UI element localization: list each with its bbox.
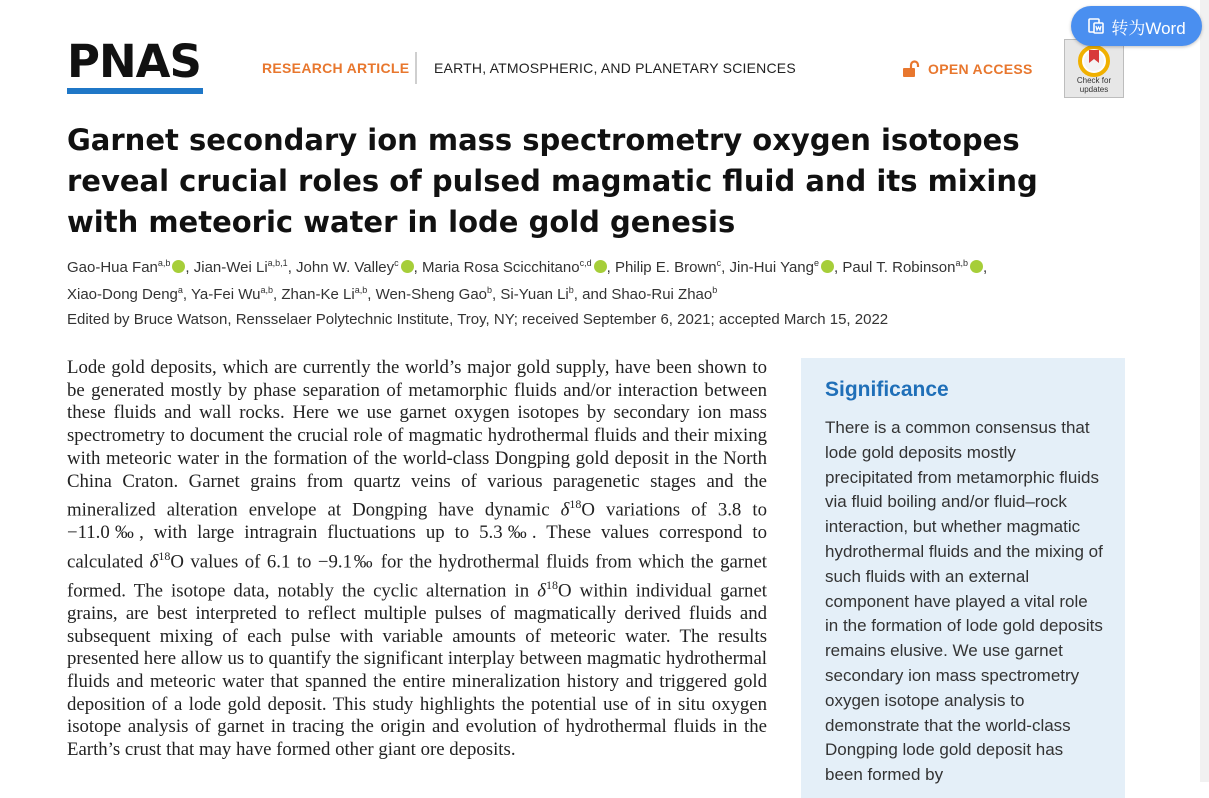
- author-name[interactable]: [191, 286, 273, 303]
- author-name[interactable]: [67, 286, 183, 303]
- author-name-text: Si-Yuan Li: [500, 286, 569, 303]
- orcid-icon[interactable]: [594, 260, 607, 273]
- orcid-icon[interactable]: [821, 260, 834, 273]
- author-name-text: Jian-Wei Li: [193, 259, 268, 276]
- pnas-logo[interactable]: [67, 35, 203, 94]
- author-affiliation: a,b: [157, 258, 171, 268]
- check-for-updates-button[interactable]: [1064, 39, 1124, 98]
- author-name-text: John W. Valley: [296, 259, 395, 276]
- author-name[interactable]: [376, 286, 492, 303]
- author-affiliation: e: [814, 258, 820, 268]
- author-affiliation: a,b: [955, 258, 969, 268]
- convert-button-label: 转为Word: [1111, 18, 1186, 38]
- crossmark-icon: [1077, 44, 1111, 78]
- author-affiliation: a,b: [354, 285, 368, 295]
- author-name-text: Gao-Hua Fan: [67, 259, 158, 276]
- author-affiliation: c,d: [579, 258, 592, 268]
- header-divider: [415, 52, 417, 84]
- author-name-text: Wen-Sheng Gao: [375, 286, 488, 303]
- author-name[interactable]: [67, 259, 185, 276]
- author-affiliation: b: [568, 285, 574, 295]
- author-affiliation: b: [487, 285, 493, 295]
- author-name-text: Maria Rosa Scicchitano: [422, 259, 580, 276]
- significance-box: [801, 358, 1125, 798]
- author-name-text: Jin-Hui Yang: [729, 259, 814, 276]
- check-updates-label: Check for updates: [1076, 76, 1112, 94]
- author-affiliation: a,b,1: [267, 258, 288, 268]
- author-name[interactable]: [730, 259, 835, 276]
- author-affiliation: c: [716, 258, 722, 268]
- author-name[interactable]: [422, 259, 607, 276]
- author-name-text: Paul T. Robinson: [842, 259, 956, 276]
- orcid-icon[interactable]: [970, 260, 983, 273]
- author-name[interactable]: [842, 259, 983, 276]
- orcid-icon[interactable]: [401, 260, 414, 273]
- author-list: Gao-Hua Fan$^{a,b}$ , Jian-Wei Li$^{a,b,1}$, John W. Valley$^c$ , Maria Rosa Scicchitano$^{c,d}$ , Philip E. Brown$^c$, Jin-Hui Yang$^e$ , Paul T. Robinson$^{a,b}$ , Xiao-Dong Deng$^a$, Ya-Fei Wu$^{a,b}$, Zhan-Ke Li$^{a,b}$, Wen-Sheng Gao$^b$, Si-Yuan Li$^b$, and Shao-Rui Zhao$^b$: [67, 258, 988, 303]
- subject-category-link[interactable]: EARTH, ATMOSPHERIC, AND PLANETARY SCIENCES: [434, 60, 796, 76]
- author-name-text: Ya-Fei Wu: [191, 286, 261, 303]
- author-name-text: Shao-Rui Zhao: [611, 286, 713, 303]
- article-type-link[interactable]: RESEARCH ARTICLE: [262, 60, 410, 76]
- logo-text: PNAS: [67, 35, 201, 88]
- author-name[interactable]: [296, 259, 414, 276]
- significance-heading: Significance: [825, 378, 949, 401]
- document-convert-icon: [1087, 17, 1105, 35]
- author-affiliation: c: [394, 258, 399, 268]
- open-lock-icon: [902, 60, 920, 78]
- author-name[interactable]: [194, 259, 288, 276]
- significance-text: There is a common consensus that lode gold deposits mostly precipitated from metamorphic fluids via fluid boiling and/or fluid–rock interaction, but whether magmatic hydrothermal fluids and the mixing of such fluids with an external component have played a vital role in the formation of lode gold deposits remains elusive. We use garnet secondary ion mass spectrometry oxygen isotope analysis to demonstrate that the world-class Dongping lode gold deposit has been formed by: [825, 418, 1103, 785]
- editor-received-line: Edited by Bruce Watson, Rensselaer Polytechnic Institute, Troy, NY; received September 6, 2021; accepted March 15, 2022: [67, 311, 889, 328]
- author-name-text: Philip E. Brown: [614, 259, 717, 276]
- author-affiliation: a,b: [260, 285, 273, 295]
- author-name-text: Xiao-Dong Deng: [67, 286, 178, 303]
- author-name[interactable]: [615, 259, 721, 276]
- author-name[interactable]: [611, 286, 717, 303]
- abstract-text: Lode gold deposits, which are currently the world’s major gold supply, have been shown to be generated mostly by phase separation of metamorphic fluids and/or interaction between these fluids and wall rocks. Here we use garnet oxygen isotopes by secondary ion mass spectrometry to document the crucial role of magmatic hydrothermal fluids and their mixing with meteoric water in the formation of the world-class Dongping gold deposit in the North China Craton. Garnet grains from quartz veins of various paragenetic stages and the mineralized alteration envelope at Dongping have dynamic $\delta^{18}O$ variations of 3.8 to −11.0‰, with large intragrain fluctuations up to 5.3‰. These values correspond to calculated $\delta^{18}O$ values of 6.1 to −9.1‰ for the hydrothermal fluids from which the garnet formed. The isotope data, notably the cyclic alternation in $\delta^{18}O$ within individual garnet grains, are best interpreted to reflect multiple pulses of magmatically derived fluids and subsequent mixing of each pulse with variable amounts of meteoric water. The results presented here allow us to quantify the significant interplay between magmatic hydrothermal fluids and meteoric water that spanned the entire mineralization history and triggered gold deposition of a lode gold deposit. This study highlights the potential use of in situ oxygen isotope analysis of garnet in tracing the origin and evolution of hydrothermal fluids in the Earth’s crust that may have formed other giant ore deposits.: [67, 357, 768, 761]
- logo-underline: [67, 88, 203, 94]
- open-access-label: OPEN ACCESS: [928, 61, 1033, 77]
- page-scrollbar[interactable]: [1200, 0, 1209, 782]
- author-affiliation: a: [177, 285, 183, 295]
- orcid-icon[interactable]: [172, 260, 185, 273]
- author-affiliation: b: [712, 285, 718, 295]
- author-name[interactable]: [500, 286, 573, 303]
- convert-to-word-button[interactable]: [1071, 6, 1202, 46]
- article-title: Garnet secondary ion mass spectrometry oxygen isotopes reveal crucial roles of pulsed magmatic fluid and its mixing with meteoric water in lode gold genesis: [67, 123, 1038, 239]
- author-name[interactable]: [281, 286, 367, 303]
- open-access-badge[interactable]: [902, 60, 1033, 78]
- author-name-text: Zhan-Ke Li: [281, 286, 355, 303]
